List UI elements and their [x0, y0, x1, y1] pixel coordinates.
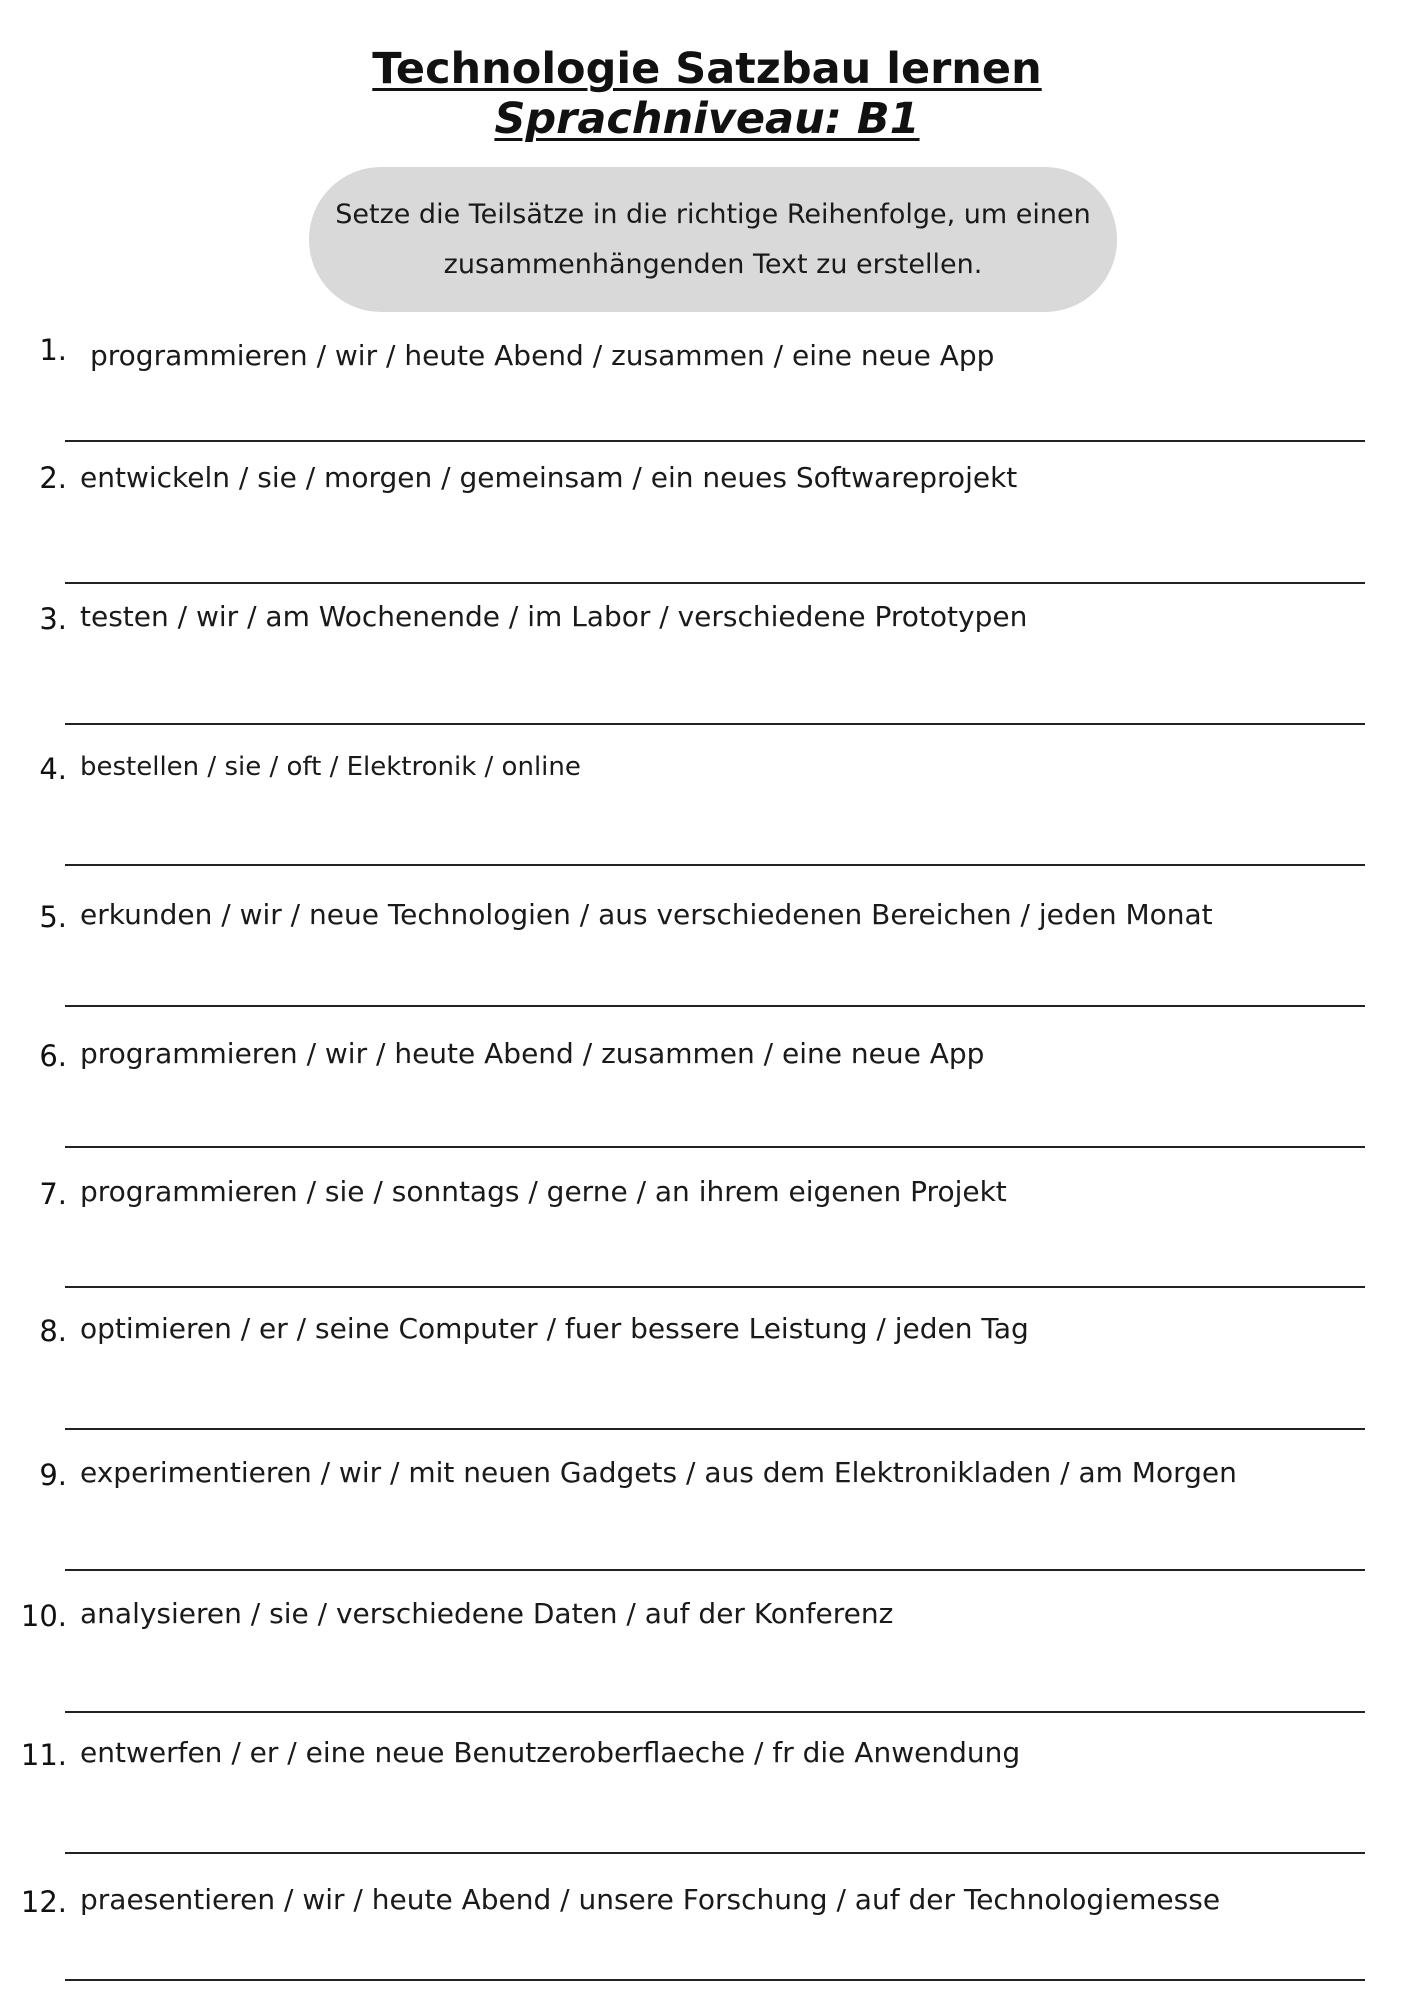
exercise-number: 10. — [20, 1599, 67, 1633]
exercise-prompt: programmieren / sie / sonntags / gerne / an ihrem eigenen Projekt — [80, 1175, 1007, 1208]
exercise-prompt: experimentieren / wir / mit neuen Gadgets / aus dem Elektronikladen / am Morgen — [80, 1456, 1237, 1489]
exercise-item — [0, 330, 1414, 470]
exercise-number: 12. — [20, 1885, 67, 1919]
answer-line[interactable] — [65, 864, 1365, 866]
exercise-item — [0, 458, 1414, 598]
answer-line[interactable] — [65, 1979, 1365, 1981]
exercise-prompt: programmieren / wir / heute Abend / zusammen / eine neue App — [80, 1037, 985, 1070]
exercise-prompt: analysieren / sie / verschiedene Daten / auf der Konferenz — [80, 1597, 894, 1630]
exercise-prompt: entwerfen / er / eine neue Benutzeroberflaeche / fr die Anwendung — [80, 1736, 1021, 1769]
answer-line[interactable] — [65, 1711, 1365, 1713]
page-title: Technologie Satzbau lernen — [372, 44, 1042, 94]
exercise-item — [0, 1034, 1414, 1174]
page-subtitle: Sprachniveau: B1 — [494, 94, 920, 144]
exercise-prompt: optimieren / er / seine Computer / fuer bessere Leistung / jeden Tag — [80, 1312, 1029, 1345]
exercise-item — [0, 1880, 1414, 2000]
exercise-number: 4. — [39, 752, 67, 786]
exercise-item — [0, 895, 1414, 1035]
worksheet-header — [0, 44, 1414, 144]
exercise-item — [0, 1733, 1414, 1873]
exercise-item — [0, 597, 1414, 737]
answer-line[interactable] — [65, 1286, 1365, 1288]
exercise-prompt: entwickeln / sie / morgen / gemeinsam / ein neues Softwareprojekt — [80, 461, 1018, 494]
exercise-number: 7. — [39, 1177, 67, 1211]
exercise-item — [0, 1172, 1414, 1312]
instruction-text: Setze die Teilsätze in die richtige Reihenfolge, um einen zusammenhängenden Text zu erstellen. — [335, 198, 1091, 280]
exercise-item — [0, 1309, 1414, 1449]
exercise-item — [0, 1594, 1414, 1734]
exercise-number: 8. — [39, 1314, 67, 1348]
answer-line[interactable] — [65, 1146, 1365, 1148]
exercise-number: 2. — [39, 461, 67, 495]
exercise-number: 3. — [39, 602, 67, 636]
exercise-item — [0, 1453, 1414, 1593]
exercise-prompt: praesentieren / wir / heute Abend / unsere Forschung / auf der Technologiemesse — [80, 1883, 1221, 1916]
exercise-prompt: erkunden / wir / neue Technologien / aus verschiedenen Bereichen / jeden Monat — [80, 898, 1213, 931]
answer-line[interactable] — [65, 1428, 1365, 1430]
instruction-box — [309, 167, 1117, 312]
answer-line[interactable] — [65, 440, 1365, 442]
exercise-prompt: programmieren / wir / heute Abend / zusammen / eine neue App — [90, 339, 995, 372]
answer-line[interactable] — [65, 723, 1365, 725]
exercise-number: 9. — [39, 1458, 67, 1492]
exercise-number: 6. — [39, 1039, 67, 1073]
answer-line[interactable] — [65, 1569, 1365, 1571]
exercise-number: 5. — [39, 900, 67, 934]
exercise-number: 11. — [20, 1738, 67, 1772]
answer-line[interactable] — [65, 582, 1365, 584]
exercise-prompt: testen / wir / am Wochenende / im Labor / verschiedene Prototypen — [80, 600, 1028, 633]
answer-line[interactable] — [65, 1852, 1365, 1854]
exercise-prompt: bestellen / sie / oft / Elektronik / online — [80, 752, 581, 782]
answer-line[interactable] — [65, 1005, 1365, 1007]
exercise-number: 1. — [39, 333, 67, 367]
exercise-item — [0, 747, 1414, 887]
